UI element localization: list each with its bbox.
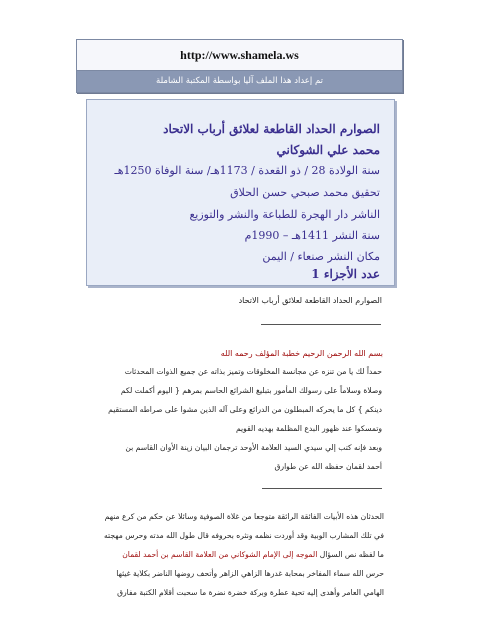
intro-line: أحمد لقمان حفظه الله عن طوارق <box>274 462 382 471</box>
book-info-editor: تحقيق محمد صبحي حسن الحلاق <box>230 186 380 199</box>
book-info-card <box>86 99 395 286</box>
shamela-url[interactable]: http://www.shamela.ws <box>77 40 402 71</box>
body-line: حرس الله سماء المفاخر بمحابة غدرها الزاهي الزاهر وأتحف روضها الناضر بكلاية غيثها <box>116 569 384 578</box>
intro-line: حمداً لك يا من تنزه عن مجانسة المخلوقات وتميز بذاته عن جميع الذوات المحدثات <box>124 367 382 376</box>
book-info-title: الصوارم الحداد القاطعة لعلائق أرباب الاتحاد <box>163 122 380 136</box>
question-highlight: الموجه إلى الإمام الشوكاني من العلامة القاسم بن أحمد لقمان <box>122 550 318 559</box>
divider <box>262 488 382 489</box>
shamela-header <box>76 39 403 93</box>
book-info-volumes: عدد الأجزاء 1 <box>311 267 380 281</box>
body-line: الحدثان هذه الأبيات الفائقة الرائقة متوجعا من غلاة الصوفية وسائلا عن حكم من كرع منهم <box>104 512 384 521</box>
shamela-subtitle: تم إعداد هذا الملف آليا بواسطة المكتبة الشاملة <box>156 76 323 86</box>
book-info-author: محمد علي الشوكاني <box>276 143 380 157</box>
body-line <box>122 550 384 559</box>
intro-line: دينكم } كل ما يحركه المبطلون من الدرائع وعلى آله الذين مشوا على صراطه المستقيم <box>108 405 382 414</box>
intro-heading: بسم الله الرحمن الرحيم خطبة المؤلف رحمه الله <box>220 349 383 358</box>
divider <box>261 324 381 325</box>
body-line-text: ما لفظه نص السؤال <box>317 550 384 559</box>
intro-line: وتمسكوا عند ظهور البدع المظلمة بهديه القويم <box>236 424 382 433</box>
book-info-dates: سنة الولادة 28 / ذو القعدة / 1173هـ/ سنة الوفاة 1250هـ <box>114 164 380 177</box>
book-info-publisher: الناشر دار الهجرة للطباعة والنشر والتوزيع <box>189 208 380 221</box>
intro-line: وصلاة وسلاماً على رسولك المأمور بتبليغ الشرائع الحاسم بمرهم { اليوم أكملت لكم <box>120 386 382 395</box>
intro-line: وبعد فإنه كتب إلي سيدي السيد العلامة الأوحد ترجمان البيان زينة الأوان القاسم بن <box>125 443 382 452</box>
book-info-pub-year: سنة النشر 1411هـ – 1990م <box>244 229 380 242</box>
body-line: الهامي العامر وأهدى إليه تحية عطرة وبركة خضرة نضرة ما سحبت أقلام الكتبة مفارق <box>117 588 384 597</box>
book-title-line: الصوارم الحداد القاطعة لعلائق أرباب الاتحاد <box>238 296 382 305</box>
book-info-place: مكان النشر صنعاء / اليمن <box>262 250 380 263</box>
body-line: في تلك المشارب الوبية وقد أوردت نظمه ونثره بحروفه قال طول الله مدته وحرس مهجته <box>103 531 384 540</box>
